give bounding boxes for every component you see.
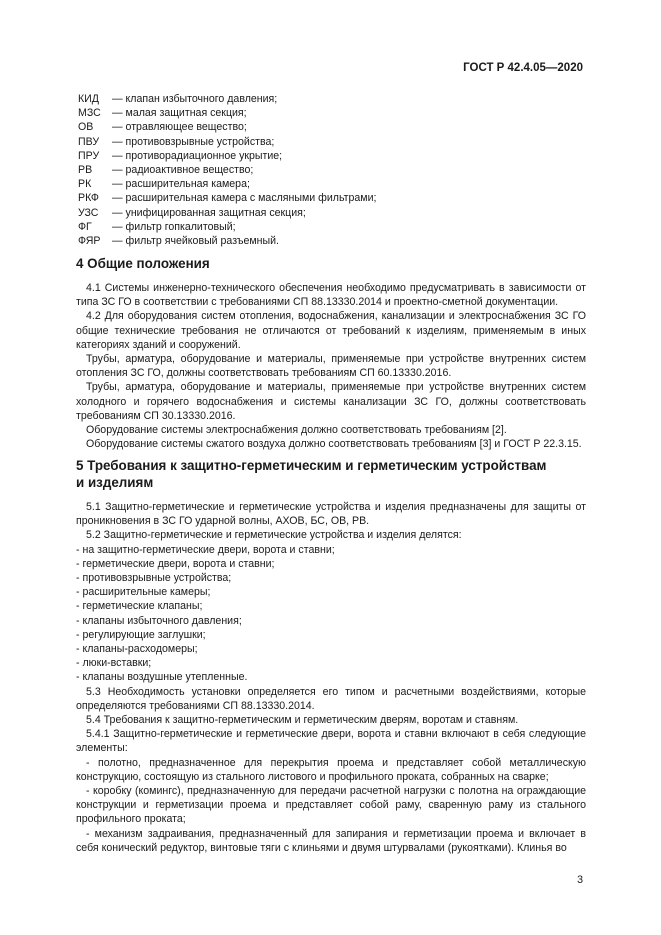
abbreviation-item: [78, 120, 376, 134]
paragraph: 5.4.1 Защитно-герметические и герметические двери, ворота и ставни включают в себя следующие элементы:: [76, 728, 586, 755]
abbreviation-key: ОВ: [78, 121, 94, 134]
list-item: - герметические двери, ворота и ставни;: [76, 557, 275, 570]
abbreviation-key: МЗС: [78, 107, 101, 120]
abbreviation-list: [78, 92, 376, 248]
section-5: [76, 457, 586, 855]
abbreviation-key: ПРУ: [78, 149, 100, 162]
abbreviation-key: РКФ: [78, 192, 99, 205]
paragraph: Оборудование системы сжатого воздуха должно соответствовать требованиям [3] и ГОСТ Р 22.3.15.: [86, 438, 582, 451]
list-item: - люки-вставки;: [76, 657, 152, 670]
list-item: - расширительные камеры;: [76, 586, 211, 599]
paragraph: - полотно, предназначенное для перекрытия проема и представляет собой металлическую конструкцию, состоящую из стального листового и профильного проката, собранных на сварке;: [76, 756, 586, 783]
section-4: [76, 255, 586, 451]
section-4-heading: 4 Общие положения: [76, 256, 210, 271]
section-5-heading: [76, 457, 586, 491]
abbreviation-item: [78, 206, 376, 220]
abbreviation-item: [78, 106, 376, 120]
document-id: ГОСТ Р 42.4.05—2020: [463, 62, 583, 74]
paragraph: 4.1 Системы инженерно-технического обеспечения необходимо предусматривать в зависимости от типа ЗС ГО в соответствии с требованиями СП 88.13330.2014 и проектно-сметной документации.: [76, 282, 586, 309]
abbreviation-item: [78, 220, 376, 234]
abbreviation-definition: — радиоактивное вещество;: [112, 164, 254, 177]
abbreviation-definition: — унифицированная защитная секция;: [112, 206, 306, 219]
paragraph: 5.1 Защитно-герметические и герметические устройства и изделия предназначены для защиты от проникновения в ЗС ГО ударной волны, АХОВ, БС, ОВ, РВ.: [76, 501, 586, 528]
abbreviation-definition: — клапан избыточного давления;: [112, 93, 278, 105]
abbreviation-definition: — отравляющее вещество;: [112, 121, 247, 134]
abbreviation-key: РК: [78, 178, 92, 191]
paragraph: - механизм задраивания, предназначенный для запирания и герметизации проема и включает в себя конический редуктор, винтовые тяги с клиньями и двумя штурвалами (рукоятками). Клинья во: [76, 827, 586, 854]
abbreviation-definition: — противорадиационное укрытие;: [112, 149, 283, 162]
abbreviation-item: [78, 163, 376, 177]
list-item: - противовзрывные устройства;: [76, 572, 232, 585]
list-item: - герметические клапаны;: [76, 600, 203, 613]
abbreviation-definition: — фильтр ячейковый разъемный.: [112, 235, 279, 248]
paragraph: Трубы, арматура, оборудование и материалы, применяемые при устройстве внутренних систем отопления ЗС ГО, должны соответствовать требованиям СП 60.13330.2016.: [76, 353, 586, 380]
paragraph: 5.4 Требования к защитно-герметическим и герметическим дверям, воротам и ставням.: [86, 714, 519, 727]
paragraph: 4.2 Для оборудования систем отопления, водоснабжения, канализации и электроснабжения ЗС ГО общие технические требования не отличаются от требований к изделиям, применяемым в иных категориях зданий и сооружений.: [76, 310, 586, 351]
list-item: - клапаны избыточного давления;: [76, 614, 242, 627]
list-item: - регулирующие заглушки;: [76, 628, 206, 641]
abbreviation-item: [78, 234, 376, 248]
abbreviation-definition: — малая защитная секция;: [112, 107, 247, 120]
paragraph: 5.3 Необходимость установки определяется его типом и расчетными воздействиями, которые определяются требованиями СП 88.13330.2014.: [76, 685, 586, 712]
section-5-heading-line2: и изделиям: [76, 475, 154, 490]
abbreviation-item: [78, 177, 376, 191]
paragraph: Оборудование системы электроснабжения должно соответствовать требованиям [2].: [86, 424, 507, 437]
abbreviation-key: КИД: [78, 93, 99, 105]
paragraph: 5.2 Защитно-герметические и герметические устройства и изделия делятся:: [86, 529, 462, 542]
abbreviation-item: [78, 92, 376, 106]
abbreviation-key: УЗС: [78, 206, 99, 219]
section-5-heading-line1: 5 Требования к защитно-герметическим и герметическим устройствам: [76, 458, 547, 473]
list-item: - клапаны воздушные утепленные.: [76, 671, 248, 684]
abbreviation-definition: — противовзрывные устройства;: [112, 135, 275, 148]
abbreviation-key: ФЯР: [78, 235, 101, 248]
list-item: - клапаны-расходомеры;: [76, 643, 198, 656]
abbreviation-definition: — расширительная камера;: [112, 178, 250, 191]
abbreviation-definition: — фильтр гопкалитовый;: [112, 220, 236, 233]
abbreviation-item: [78, 135, 376, 149]
abbreviation-key: ФГ: [78, 220, 92, 233]
abbreviation-definition: — расширительная камера с масляными фильтрами;: [112, 192, 377, 205]
list-item: - на защитно-герметические двери, ворота и ставни;: [76, 543, 335, 556]
abbreviation-key: ПВУ: [78, 135, 100, 148]
paragraph: Трубы, арматура, оборудование и материалы, применяемые при устройстве внутренних систем холодного и горячего водоснабжения и системы канализации ЗС ГО, должны соответствовать требованиям СП 30.13330.2016.: [76, 381, 586, 422]
paragraph: - коробку (комингс), предназначенную для передачи расчетной нагрузки с полотна на ограждающие конструкции и герметизации проема и представляет собой раму, сваренную раму из стального профильного проката;: [76, 785, 586, 826]
abbreviation-item: [78, 149, 376, 163]
page-number: 3: [577, 874, 583, 886]
abbreviation-item: [78, 191, 376, 205]
abbreviation-key: РВ: [78, 164, 93, 177]
